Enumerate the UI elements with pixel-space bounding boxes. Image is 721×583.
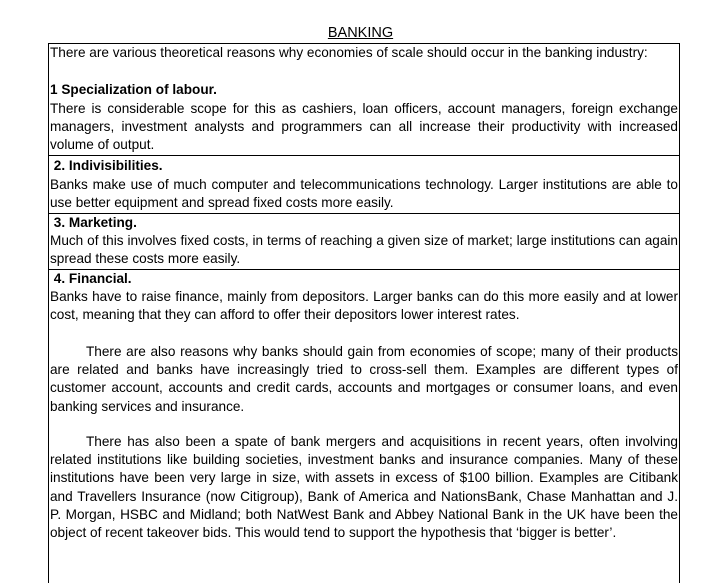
intro-paragraph: There are various theoretical reasons why economies of scale should occur in the banking industry: (50, 45, 648, 60)
section-heading-marketing: 3. Marketing. (50, 215, 137, 230)
section-heading-specialization: 1 Specialization of labour. (50, 82, 217, 97)
section-heading-financial: 4. Financial. (50, 271, 132, 286)
section-body-marketing: Much of this involves fixed costs, in terms of reaching a given size of market; large institutions can again spread these costs more easily. (50, 233, 678, 267)
section-body-financial: Banks have to raise finance, mainly from depositors. Larger banks can do this more easily and at lower cost, meaning that they can afford to offer their depositors lower interest rates. (50, 289, 678, 323)
section-body-indivisibilities: Banks make use of much computer and telecommunications technology. Larger institutions are able to use better equipment and spread fixed costs more easily. (50, 177, 678, 211)
section-divider (48, 155, 680, 156)
scope-paragraph: There are also reasons why banks should gain from economies of scope; many of their products are related and banks have increasingly tried to cross-sell them. Examples are different types of customer account, accounts and credit cards, accounts and mortgages or consumer loans, and even banking services and insurance. (50, 344, 678, 414)
mergers-paragraph: There has also been a spate of bank mergers and acquisitions in recent years, often involving related institutions like building societies, investment banks and insurance companies. Many of these institutions have been very large in size, with assets in excess of $100 billion. Examples are Citibank and Travellers Insurance (now Citigroup), Bank of America and NationsBank, Chase Manhattan and J. P. Morgan, HSBC and Midland; both NatWest Bank and Abbey National Bank in the UK have been the object of recent takeover bids. This would tend to support the hypothesis that ‘bigger is better’. (50, 434, 678, 541)
document-title: BANKING (327, 25, 394, 41)
section-body-specialization: There is considerable scope for this as cashiers, loan officers, account managers, foreign exchange managers, investment analysts and programmers can all increase their productivity with increased volume of output. (50, 101, 678, 153)
section-heading-indivisibilities: 2. Indivisibilities. (50, 158, 163, 173)
